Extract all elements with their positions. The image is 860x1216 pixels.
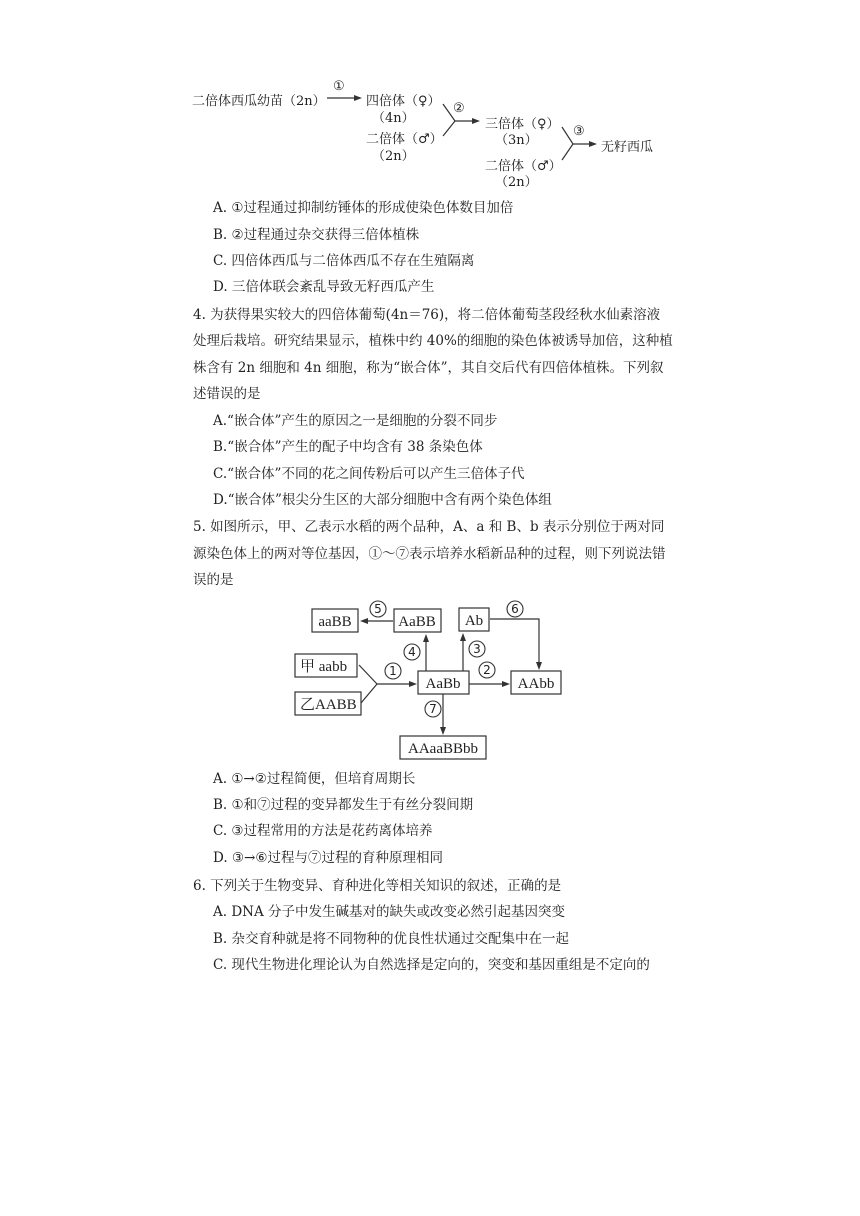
seedless-watermelon-label: 无籽西瓜 [601, 140, 654, 155]
step-1-number: 1 [389, 664, 397, 678]
arrow-6 [490, 619, 539, 664]
option-c: C. 四倍体西瓜与二倍体西瓜不存在生殖隔离 [213, 253, 475, 269]
question-stem-line: 株含有 2n 细胞和 4n 细胞，称为“嵌合体”，其自交后代有四倍体植株。下列叙 [193, 360, 664, 376]
step-2-label: ② [453, 101, 465, 116]
question-stem-line: 述错误的是 [193, 386, 261, 402]
step-3-number: 3 [473, 642, 481, 656]
option-a: A. ①过程通过抑制纺锤体的形成使染色体数目加倍 [213, 200, 514, 216]
arrow-head-2 [502, 681, 510, 687]
triploid-female-label: 三倍体（♀） [485, 117, 560, 132]
label-aaBB: aaBB [318, 614, 352, 630]
diploid-male-label-2: 二倍体（♂） [485, 159, 562, 174]
question-stem-line: 5. 如图所示，甲、乙表示水稻的两个品种，A、a 和 B、b 表示分别位于两对同 [193, 519, 665, 535]
option-a: A.“嵌合体”产生的原因之一是细胞的分裂不同步 [213, 413, 498, 429]
label-AAaaBBbb: AAaaBBbb [408, 741, 478, 757]
option-c: C. 现代生物进化理论认为自然选择是定向的，突变和基因重组是不定向的 [213, 957, 650, 973]
label-Ab: Ab [464, 613, 484, 629]
step-4-number: 4 [408, 645, 416, 659]
option-c: C. ③过程常用的方法是花药离体培养 [213, 823, 433, 839]
option-c: C.“嵌合体”不同的花之间传粉后可以产生三倍体子代 [213, 466, 525, 482]
tetraploid-female-label: 四倍体（♀） [366, 94, 441, 109]
triploid-ploidy-label: （3n） [495, 133, 538, 148]
label-yi: 乙AABB [300, 697, 357, 713]
diploid-ploidy-label-2: （2n） [495, 175, 538, 190]
diploid-male-label-1: 二倍体（♂） [366, 132, 443, 147]
step-2-number: 2 [483, 663, 491, 677]
question-stem-line: 源染色体上的两对等位基因，①～⑦表示培养水稻新品种的过程，则下列说法错 [193, 546, 666, 562]
label-jia: 甲 aabb [300, 659, 348, 675]
question-stem-line: 6. 下列关于生物变异、育种进化等相关知识的叙述，正确的是 [193, 878, 562, 894]
arrow-head-6 [536, 662, 542, 670]
step-3-label: ③ [573, 124, 585, 139]
option-b: B. ①和⑦过程的变异都发生于有丝分裂间期 [213, 797, 474, 813]
option-a: A. ①→②过程简便，但培育周期长 [213, 771, 416, 787]
option-d: D. ③→⑥过程与⑦过程的育种原理相同 [213, 850, 443, 866]
diploid-seedling-label: 二倍体西瓜幼苗（2n） [192, 94, 326, 109]
option-d: D. 三倍体联会紊乱导致无籽西瓜产生 [213, 279, 435, 295]
label-AaBb: AaBb [425, 676, 461, 692]
step-1-label: ① [333, 79, 345, 94]
arrow-head-4 [423, 634, 429, 642]
option-b: B. 杂交育种就是将不同物种的优良性状通过交配集中在一起 [213, 931, 570, 947]
step-6-number: 6 [511, 602, 519, 616]
tetraploid-ploidy-label: （4n） [372, 111, 415, 126]
arrow-head-1 [409, 681, 417, 687]
label-AAbb: AAbb [517, 676, 555, 692]
cross-bracket-1 [359, 665, 377, 703]
option-b: B. ②过程通过杂交获得三倍体植株 [213, 227, 420, 243]
question-stem-line: 处理后栽培。研究结果显示，植株中约 40%的细胞的染色体被诱导加倍，这种植 [193, 333, 673, 349]
question-stem-line: 4. 为获得果实较大的四倍体葡萄(4n＝76)，将二倍体葡萄茎段经秋水仙素溶液 [193, 307, 661, 323]
step-5-number: 5 [374, 602, 382, 616]
arrow-head-3 [460, 633, 466, 641]
label-AaBB: AaBB [398, 614, 436, 630]
option-a: A. DNA 分子中发生碱基对的缺失或改变必然引起基因突变 [213, 904, 566, 920]
option-d: D.“嵌合体”根尖分生区的大部分细胞中含有两个染色体组 [213, 492, 552, 508]
arrow-head-5 [360, 618, 368, 624]
question-stem-line: 误的是 [193, 572, 234, 588]
arrow-head-7 [440, 727, 446, 735]
step-7-number: 7 [429, 702, 437, 716]
diploid-ploidy-label-1: （2n） [372, 149, 415, 164]
option-b: B.“嵌合体”产生的配子中均含有 38 条染色体 [213, 439, 483, 455]
